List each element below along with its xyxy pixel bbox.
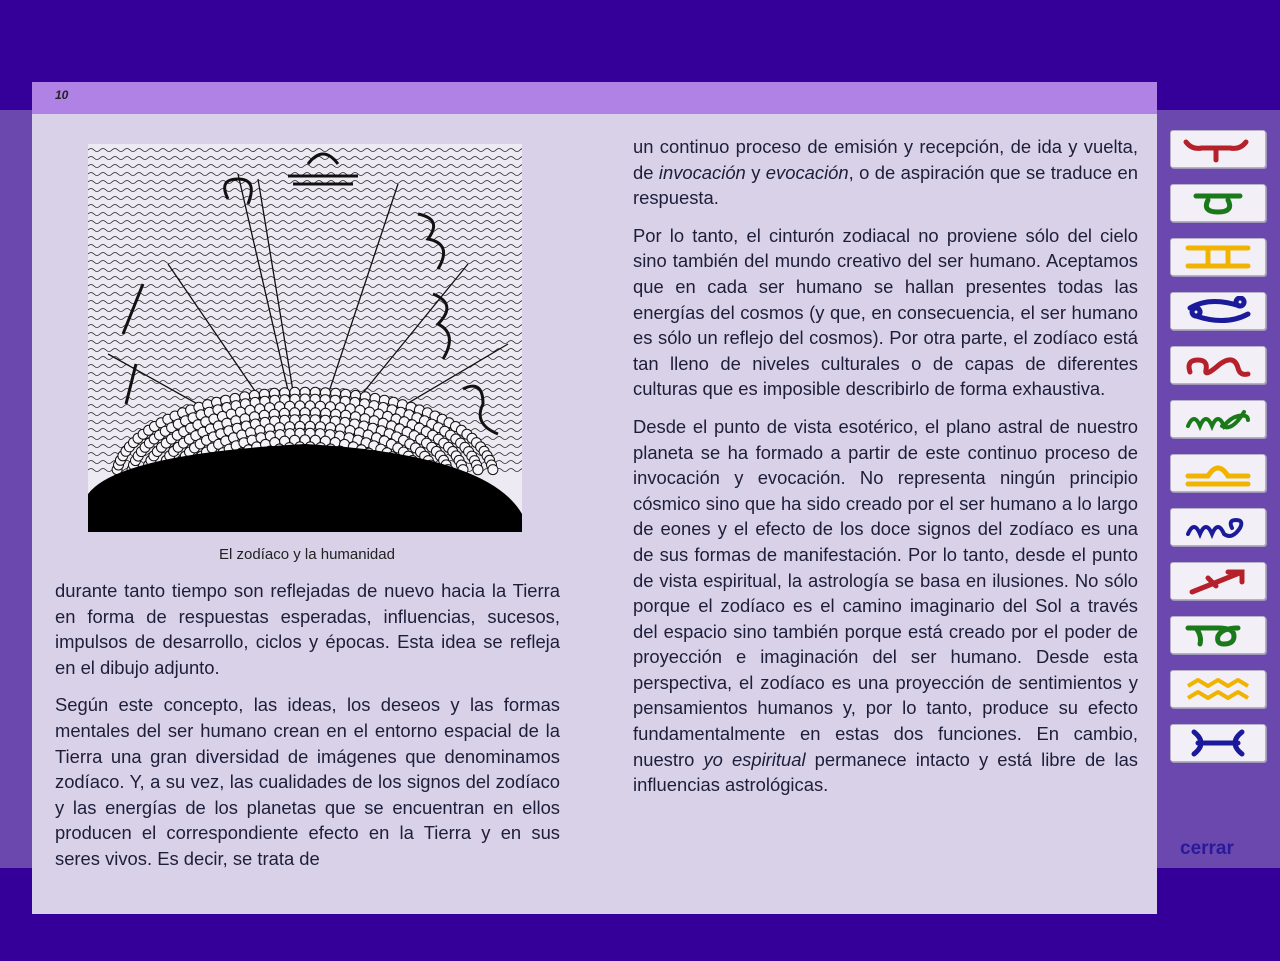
pisces-icon <box>1178 728 1258 758</box>
left-paragraph-2: Según este concepto, las ideas, los deseos y las formas mentales del ser humano crean en el entorno espacial de la Tierra una gran diversidad de imágenes que denominamos zodíaco. Y, a su vez, las cualidades de los signos del zodíaco y las energías de los planetas que se encuentran en ellos producen el correspondiente efecto en la Tierra y en sus seres vivos. Es decir, se trata de <box>55 694 560 869</box>
zodiac-button-cancer[interactable] <box>1170 292 1266 330</box>
capricorn-icon <box>1178 620 1258 650</box>
zodiac-button-taurus[interactable] <box>1170 184 1266 222</box>
zodiac-button-scorpio[interactable] <box>1170 508 1266 546</box>
right-paragraph-2: Por lo tanto, el cinturón zodiacal no proviene sólo del cielo sino también del mundo creativo del ser humano. Aceptamos que en cada ser humano se hallan presentes todas las energías del cosmos (y que, en consecuencia, el ser humano es sólo un reflejo del cosmos). Por otra parte, el zodíaco está tan lleno de niveles culturales o de capas de diferentes culturas que es imposible describirlo de forma exhaustiva. <box>633 224 1138 400</box>
zodiac-button-sagittarius[interactable] <box>1170 562 1266 600</box>
zodiac-button-aries[interactable] <box>1170 130 1266 168</box>
sagittarius-icon <box>1178 566 1258 596</box>
aquarius-icon <box>1178 674 1258 704</box>
zodiac-button-pisces[interactable] <box>1170 724 1266 762</box>
text-run: un continuo proceso de emisión y recepción, de ida y vuelta, de <box>633 136 1138 183</box>
libra-icon <box>1178 458 1258 488</box>
right-paragraph-1 <box>633 134 1138 211</box>
virgo-icon <box>1178 404 1258 434</box>
text-run: , o de aspiración que se traduce en respuesta. <box>633 161 1138 209</box>
scorpio-icon <box>1178 512 1258 542</box>
right-text-column <box>633 134 1138 810</box>
taurus-icon <box>1178 188 1258 218</box>
close-link[interactable]: cerrar <box>1180 838 1234 859</box>
zodiac-button-capricorn[interactable] <box>1170 616 1266 654</box>
cancer-icon <box>1178 296 1258 326</box>
text-run: y <box>745 161 766 183</box>
right-paragraph-3 <box>633 414 1138 798</box>
zodiac-humanity-illustration <box>88 144 522 532</box>
zodiac-button-libra[interactable] <box>1170 454 1266 492</box>
page-number: 10 <box>55 88 69 102</box>
zodiac-illustration-drawing <box>88 144 522 532</box>
emphasis-invocacion: invocación <box>658 161 746 183</box>
zodiac-button-aquarius[interactable] <box>1170 670 1266 708</box>
left-text-column <box>55 578 560 884</box>
zodiac-button-gemini[interactable] <box>1170 238 1266 276</box>
left-paragraph-1: durante tanto tiempo son reflejadas de nuevo hacia la Tierra en forma de respuestas esperadas, influencias, sucesos, impulsos de desarrollo, ciclos y épocas. Esta idea se refleja en el dibujo adjunto. <box>55 580 560 678</box>
leo-icon <box>1178 350 1258 380</box>
book-page <box>32 82 1157 914</box>
figure-caption: El zodíaco y la humanidad <box>219 546 395 563</box>
zodiac-button-leo[interactable] <box>1170 346 1266 384</box>
aries-icon <box>1178 134 1258 164</box>
emphasis-evocacion: evocación <box>765 161 849 183</box>
page-header <box>32 82 1157 114</box>
text-run: Desde el punto de vista esotérico, el plano astral de nuestro planeta se ha formado a partir de este continuo proceso de invocación y evocación. No representa ningún principio cósmico sino que ha sido creado por el ser humano a lo largo de eones y el efecto de los doce signos del zodíaco es una de sus formas de manifestación. Por lo tanto, desde el punto de vista espiritual, la astrología se basa en ilusiones. No sólo porque el zodíaco es el camino imaginario del Sol a través del espacio sino también porque está creado por el poder de proyección e imaginación del ser humano. Desde esta perspectiva, el zodíaco es una proyección de sentimientos y pensamientos humanos y, por lo tanto, produce su efecto fundamentalmente en estas dos funciones. En cambio, nuestro <box>633 415 1138 770</box>
emphasis-yo-espiritual: yo espiritual <box>703 748 806 770</box>
zodiac-button-virgo[interactable] <box>1170 400 1266 438</box>
gemini-icon <box>1178 242 1258 272</box>
text-run: permanece intacto y está libre de las influencias astrológicas. <box>633 748 1138 796</box>
